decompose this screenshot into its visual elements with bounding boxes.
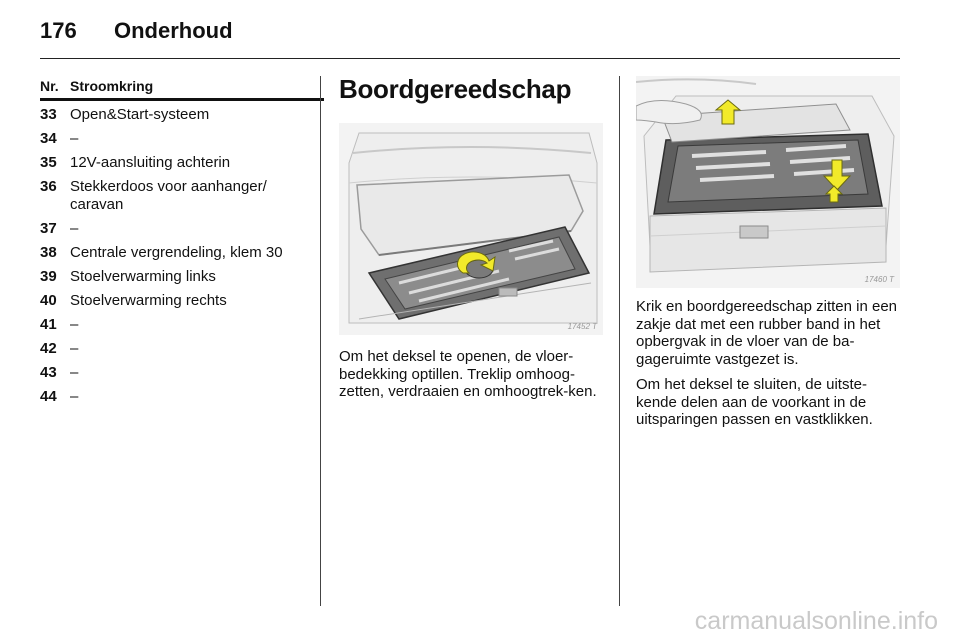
table-header-rule bbox=[40, 98, 324, 101]
illustration-trunk-floor-lid bbox=[339, 123, 603, 335]
circuit-name: – bbox=[70, 220, 79, 237]
circuit-name: – bbox=[70, 364, 79, 381]
fuse-table-header bbox=[40, 78, 324, 96]
figure-code: 17460 T bbox=[864, 275, 894, 284]
fuse-number: 34 bbox=[40, 130, 57, 147]
column-divider-right bbox=[619, 76, 620, 606]
circuit-name: – bbox=[70, 340, 79, 357]
fuse-table-body bbox=[40, 106, 324, 412]
table-row bbox=[40, 388, 324, 406]
fuse-number: 43 bbox=[40, 364, 57, 381]
section-title: Boordgereedschap bbox=[339, 74, 572, 104]
paragraph-close-lid: Om het deksel te sluiten, de uitste-kende delen aan de voorkant in de uitsparingen passen en vastklikken. bbox=[636, 376, 873, 428]
figure-code: 17452 T bbox=[567, 322, 597, 331]
circuit-name: – bbox=[70, 388, 79, 405]
column-divider-left bbox=[320, 76, 321, 606]
circuit-name: – bbox=[70, 130, 79, 147]
table-row bbox=[40, 316, 324, 334]
illustration-tool-compartment bbox=[636, 76, 900, 288]
fuse-table bbox=[40, 78, 324, 405]
circuit-name: Stoelverwarming rechts bbox=[70, 292, 227, 309]
fuse-number: 40 bbox=[40, 292, 57, 309]
fuse-number: 44 bbox=[40, 388, 57, 405]
fuse-number: 42 bbox=[40, 340, 57, 357]
table-row bbox=[40, 268, 324, 286]
table-row bbox=[40, 106, 324, 124]
paragraph-jack-location: Krik en boordgereedschap zitten in een zakje dat met een rubber band in het opbergvak in de vloer van de ba-gageruimte vastgezet is. bbox=[636, 298, 898, 368]
fuse-number: 41 bbox=[40, 316, 57, 333]
table-row bbox=[40, 244, 324, 262]
circuit-name: Stoelverwarming links bbox=[70, 268, 216, 285]
circuit-name: Open&Start-systeem bbox=[70, 106, 210, 123]
paragraph-open-lid: Om het deksel te openen, de vloer-bedekking optillen. Treklip omhoog-zetten, verdraaien en omhoogtrek-ken. bbox=[339, 348, 597, 400]
fuse-number: 38 bbox=[40, 244, 57, 261]
fuse-number: 39 bbox=[40, 268, 57, 285]
column-header-nr: Nr. bbox=[40, 78, 59, 94]
fuse-number: 37 bbox=[40, 220, 57, 237]
table-row bbox=[40, 292, 324, 310]
table-row bbox=[40, 220, 324, 238]
table-row bbox=[40, 130, 324, 148]
header-rule bbox=[40, 58, 900, 59]
circuit-name: – bbox=[70, 316, 79, 333]
table-row bbox=[40, 154, 324, 172]
watermark: carmanualsonline.info bbox=[694, 607, 938, 635]
page-title: Onderhoud bbox=[114, 18, 233, 43]
table-row bbox=[40, 340, 324, 358]
table-row bbox=[40, 178, 324, 214]
column-header-circuit: Stroomkring bbox=[70, 78, 154, 94]
circuit-name: Stekkerdoos voor aanhanger/ caravan bbox=[70, 178, 267, 213]
fuse-number: 35 bbox=[40, 154, 57, 171]
circuit-name: Centrale vergrendeling, klem 30 bbox=[70, 244, 283, 261]
circuit-name: 12V-aansluiting achterin bbox=[70, 154, 231, 171]
fuse-number: 33 bbox=[40, 106, 57, 123]
page-number: 176 bbox=[40, 18, 77, 43]
fuse-number: 36 bbox=[40, 178, 57, 195]
table-row bbox=[40, 364, 324, 382]
